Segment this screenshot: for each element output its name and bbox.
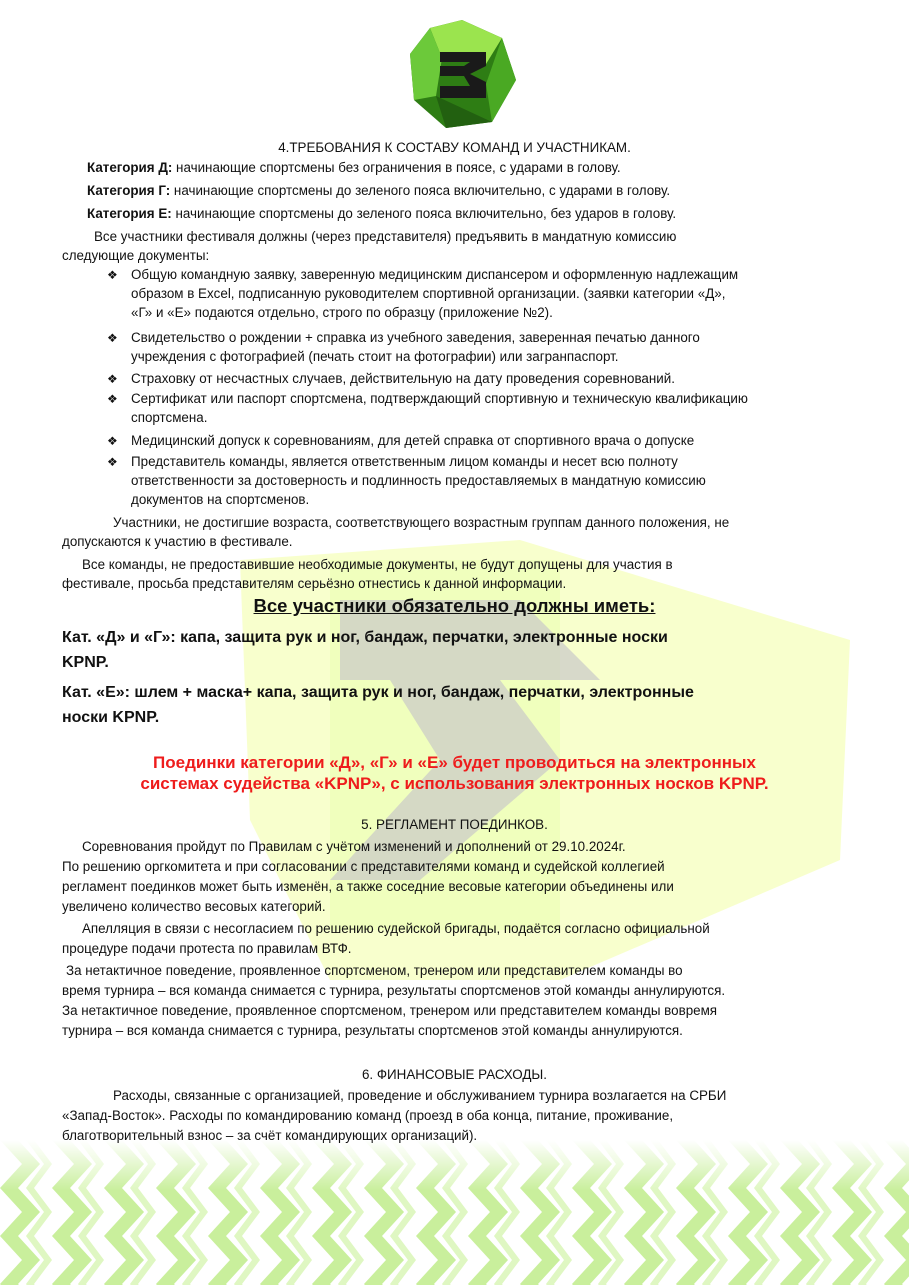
section6-line: благотворительный взнос – за счёт командирующих организаций).: [62, 1128, 478, 1143]
decorative-chevron-pattern: [0, 1140, 909, 1285]
category-g-line: Категория Г: начинающие спортсмены до зеленого пояса включительно, с ударами в голову.: [87, 183, 671, 198]
section4-title: 4.ТРЕБОВАНИЯ К СОСТАВУ КОМАНД И УЧАСТНИКАМ.: [278, 140, 631, 155]
equipment-line: Кат. «Е»: шлем + маска+ капа, защита рук и ног, бандаж, перчатки, электронные: [62, 684, 694, 701]
notice-line: Поединки категории «Д», «Г» и «Е» будет проводиться на электронных: [153, 753, 756, 772]
age-line: допускаются к участию в фестивале.: [62, 534, 293, 549]
notice-line: системах судейства «KPNP», с использования электронных носков KPNP.: [140, 774, 769, 793]
category-e-line: Категория Е: начинающие спортсмены до зеленого пояса включительно, без ударов в голову.: [87, 206, 677, 221]
section5-line: Апелляция в связи с несогласием по решению судейской бригады, подаётся согласно официальной: [82, 921, 710, 936]
bullet-line: документов на спортсменов.: [131, 492, 310, 507]
section5-line: увеличено количество весовых категорий.: [62, 899, 326, 914]
intro-line: следующие документы:: [62, 248, 210, 263]
bullet-line: Свидетельство о рождении + справка из учебного заведения, заверенная печатью данного: [131, 330, 700, 345]
bullet-icon: ❖: [107, 372, 118, 386]
section5-line: По решению оргкомитета и при согласовании с представителями команд и судейской коллегией: [62, 859, 665, 874]
bullet-icon: ❖: [107, 268, 118, 282]
section5-line: За нетактичное поведение, проявленное спортсменом, тренером или представителем команды во: [66, 963, 683, 978]
bullet-icon: ❖: [107, 331, 118, 345]
equipment-title: Все участники обязательно должны иметь:: [253, 595, 656, 616]
bullet-icon: ❖: [107, 434, 118, 448]
bullet-line: Сертификат или паспорт спортсмена, подтверждающий спортивную и техническую квалификацию: [131, 391, 748, 406]
section5-line: процедуре подачи протеста по правилам ВТФ.: [62, 941, 352, 956]
section6-line: «Запад-Восток». Расходы по командированию команд (проезд в оба конца, питание, проживание,: [62, 1108, 674, 1123]
equipment-line: носки KPNP.: [62, 709, 160, 726]
bullet-line: Представитель команды, является ответственным лицом команды и несет всю полноту: [131, 454, 678, 469]
bullet-line: Страховку от несчастных случаев, действительную на дату проведения соревнований.: [131, 371, 675, 386]
bullet-line: Медицинский допуск к соревнованиям, для детей справка от спортивного врача о допуске: [131, 433, 695, 448]
category-d-line: Категория Д: начинающие спортсмены без ограничения в поясе, с ударами в голову.: [87, 160, 621, 175]
brand-logo-icon: [406, 18, 518, 130]
bullet-line: учреждения с фотографией (печать стоит на фотографии) или загранпаспорт.: [131, 349, 619, 364]
docs-line: Все команды, не предоставившие необходимые документы, не будут допущены для участия в: [82, 557, 673, 572]
docs-line: фестивале, просьба представителям серьёзно отнестись к данной информации.: [62, 576, 567, 591]
equipment-line: Кат. «Д» и «Г»: капа, защита рук и ног, бандаж, перчатки, электронные носки: [62, 629, 668, 646]
section5-line: турнира – вся команда снимается с турнира, результаты спортсменов этой команды аннулируются.: [62, 1023, 683, 1038]
bullet-icon: ❖: [107, 392, 118, 406]
section5-line: регламент поединков может быть изменён, а также соседние весовые категории объединены или: [62, 879, 674, 894]
bullet-line: образом в Excel, подписанную руководителем спортивной организации. (заявки категории «Д»,: [131, 286, 726, 301]
age-line: Участники, не достигшие возраста, соответствующего возрастным группам данного положения, не: [113, 515, 730, 530]
bullet-icon: ❖: [107, 455, 118, 469]
section5-title: 5. РЕГЛАМЕНТ ПОЕДИНКОВ.: [361, 817, 548, 832]
intro-line: Все участники фестиваля должны (через представителя) предъявить в мандатную комиссию: [94, 229, 677, 244]
bullet-line: Общую командную заявку, заверенную медицинским диспансером и оформленную надлежащим: [131, 267, 739, 282]
section5-line: Соревнования пройдут по Правилам с учётом изменений и дополнений от 29.10.2024г.: [82, 839, 626, 854]
bullet-line: спортсмена.: [131, 410, 208, 425]
section6-title: 6. ФИНАНСОВЫЕ РАСХОДЫ.: [361, 1067, 548, 1082]
bullet-line: «Г» и «Е» подаются отдельно, строго по образцу (приложение №2).: [131, 305, 553, 320]
section5-line: За нетактичное поведение, проявленное спортсменом, тренером или представителем команды вовремя: [62, 1003, 718, 1018]
section6-line: Расходы, связанные с организацией, проведение и обслуживанием турнира возлагается на СРБИ: [113, 1088, 727, 1103]
section5-line: время турнира – вся команда снимается с турнира, результаты спортсменов этой команды аннулируются.: [62, 983, 726, 998]
bullet-line: ответственности за достоверность и подлинность предоставляемых в мандатную комиссию: [131, 473, 706, 488]
equipment-line: KPNP.: [62, 654, 109, 671]
